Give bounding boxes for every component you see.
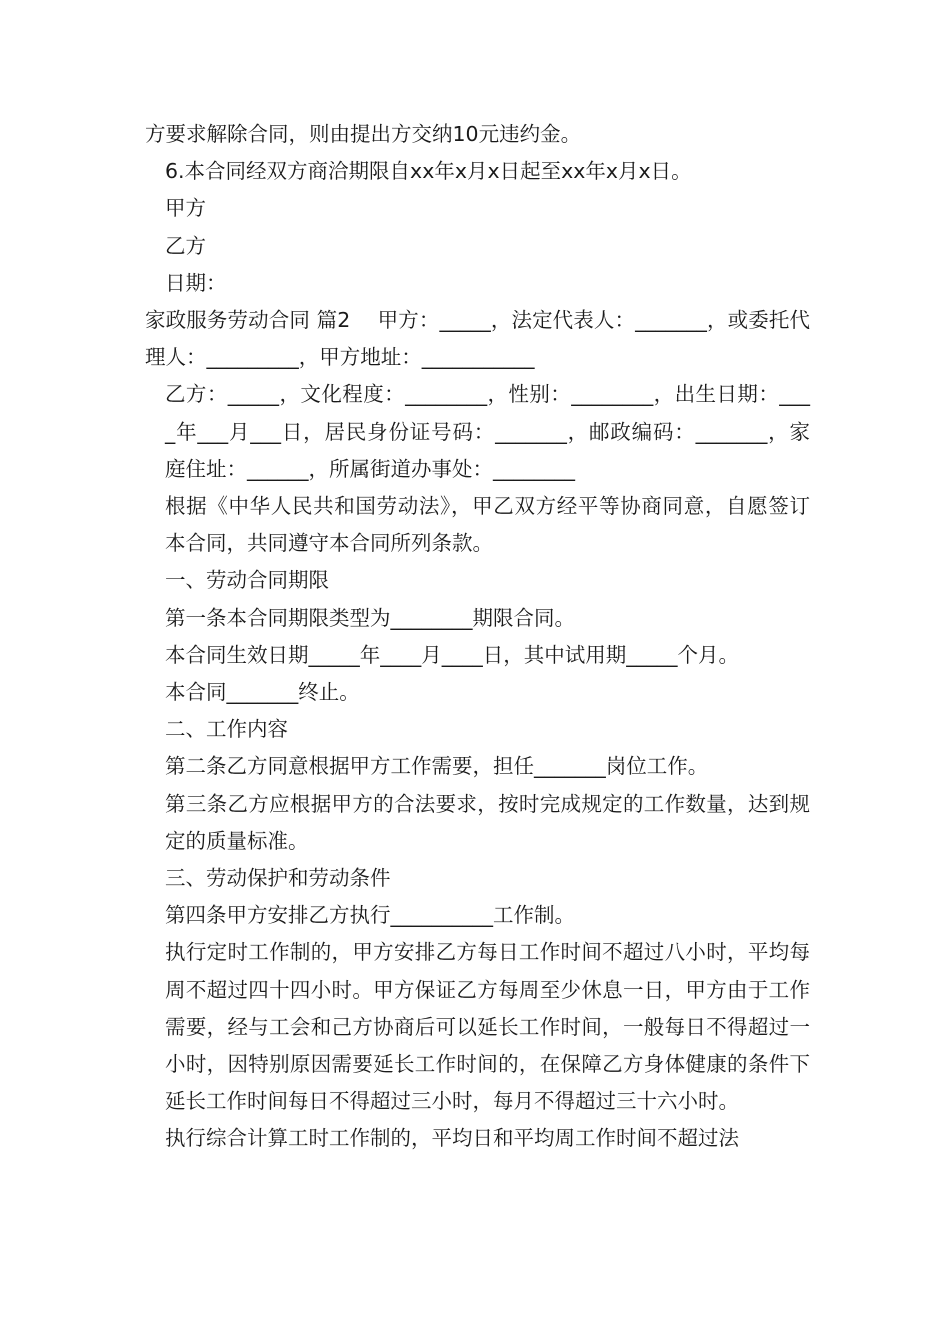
- paragraph-effective-date: 本合同生效日期_____年____月____日，其中试用期_____个月。: [165, 642, 739, 667]
- paragraph-term: 6.本合同经双方商洽期限自xx年x月x日起至xx年x月x日。: [165, 159, 692, 184]
- section-heading-term: 一、劳动合同期限: [165, 568, 329, 593]
- article-4: 第四条甲方安排乙方执行__________工作制。: [165, 903, 575, 928]
- paragraph-penalty: 方要求解除合同，则由提出方交纳10元违约金。: [145, 122, 582, 146]
- contract-title-party-a: 家政服务劳动合同 篇2 甲方：_____，法定代表人：_______，或委托代理人：_________，甲方地址：___________: [145, 308, 810, 370]
- document-page: [145, 116, 810, 1158]
- paragraph-basis: 根据《中华人民共和国劳动法》，甲乙双方经平等协商同意，自愿签订本合同，共同遵守本合同所列条款。: [165, 494, 810, 556]
- paragraph-standard-hours: 执行定时工作制的，甲方安排乙方每日工作时间不超过八小时，平均每周不超过四十四小时。甲方保证乙方每周至少休息一日，甲方由于工作需要，经与工会和己方协商后可以延长工作时间，一般每日不得超过一小时，因特别原因需要延长工作时间的，在保障乙方身体健康的条件下延长工作时间每日不得超过三小时，每月不得超过三十六小时。: [165, 940, 810, 1114]
- article-3: 第三条乙方应根据甲方的合法要求，按时完成规定的工作数量，达到规定的质量标准。: [165, 791, 810, 853]
- section-heading-protection: 三、劳动保护和劳动条件: [165, 866, 391, 891]
- paragraph-termination: 本合同_______终止。: [165, 680, 360, 705]
- paragraph-comprehensive-hours: 执行综合计算工时工作制的，平均日和平均周工作时间不超过法: [165, 1126, 739, 1151]
- signature-date: 日期：: [165, 270, 227, 295]
- article-2: 第二条乙方同意根据甲方工作需要，担任_______岗位工作。: [165, 754, 709, 779]
- signature-party-a: 甲方: [165, 196, 206, 221]
- article-1: 第一条本合同期限类型为________期限合同。: [165, 605, 575, 630]
- section-heading-work: 二、工作内容: [165, 717, 288, 742]
- signature-party-b: 乙方: [165, 233, 206, 258]
- party-b-info: 乙方：_____，文化程度：________，性别：________，出生日期：____年___月___日，居民身份证号码：_______，邮政编码：_______，家庭住址：______，所属街道办事处：________: [165, 382, 810, 481]
